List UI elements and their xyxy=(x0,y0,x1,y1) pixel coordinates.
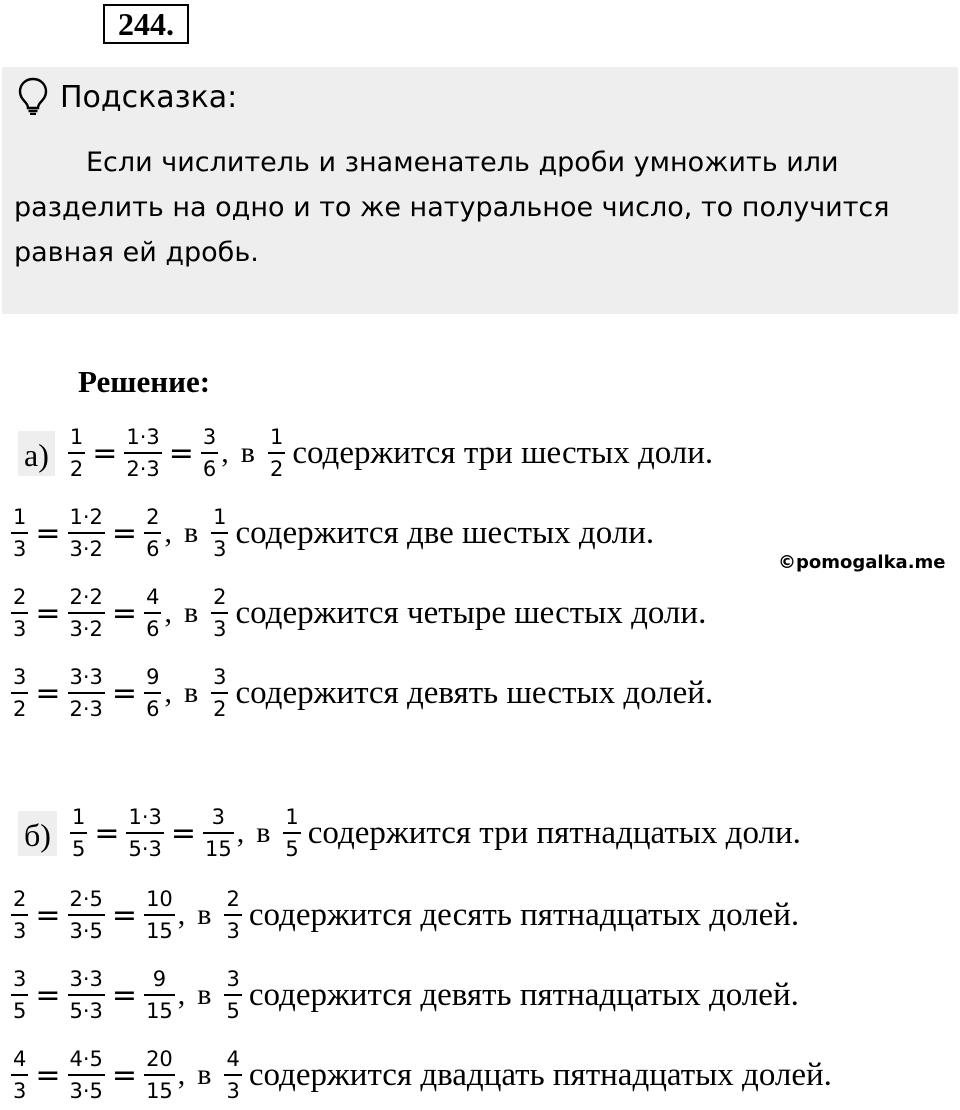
solution-row xyxy=(8,578,706,648)
fraction xyxy=(11,1046,28,1104)
fraction xyxy=(224,1046,241,1104)
fraction xyxy=(11,664,28,722)
equals-sign: = xyxy=(111,1057,138,1093)
fraction xyxy=(211,504,228,562)
fraction xyxy=(68,424,85,482)
equals-sign: = xyxy=(111,897,138,933)
preposition: в xyxy=(197,978,212,1011)
fraction xyxy=(68,584,105,642)
fraction xyxy=(211,584,228,642)
fraction xyxy=(144,966,175,1024)
denominator: 15 xyxy=(144,914,175,944)
comma: , xyxy=(236,816,245,849)
denominator: 6 xyxy=(144,612,161,642)
numerator: 1 xyxy=(213,505,227,529)
denominator: 3·2 xyxy=(68,532,105,562)
fraction xyxy=(224,886,241,944)
denominator: 3·5 xyxy=(68,1074,105,1104)
solution-row xyxy=(8,880,799,950)
equals-sign: = xyxy=(35,595,61,631)
comma: , xyxy=(177,978,186,1011)
denominator: 15 xyxy=(144,1074,175,1104)
fraction xyxy=(224,966,241,1024)
equals-sign: = xyxy=(111,515,138,551)
hint-header xyxy=(18,78,237,118)
preposition: в xyxy=(197,1058,212,1091)
denominator: 3 xyxy=(211,532,228,562)
equals-sign: = xyxy=(94,815,120,851)
fraction xyxy=(144,886,175,944)
denominator: 15 xyxy=(203,832,234,862)
preposition: в xyxy=(197,898,212,931)
denominator: 6 xyxy=(144,532,161,562)
result-phrase: содержится четыре шестых доли. xyxy=(235,594,707,631)
numerator: 9 xyxy=(152,967,167,991)
preposition: в xyxy=(183,676,199,709)
denominator: 3 xyxy=(11,612,28,642)
numerator: 3 xyxy=(13,665,27,689)
result-phrase: содержится две шестых доли. xyxy=(235,514,655,551)
fraction xyxy=(144,504,161,562)
numerator: 3 xyxy=(211,805,226,829)
fraction xyxy=(68,966,105,1024)
comma: , xyxy=(177,898,186,931)
result-phrase: содержится девять шестых долей. xyxy=(235,674,714,711)
fraction xyxy=(201,424,218,482)
equals-sign: = xyxy=(92,435,118,471)
numerator: 1 xyxy=(13,505,27,529)
fraction xyxy=(11,886,28,944)
numerator: 1 xyxy=(285,805,299,829)
equals-sign: = xyxy=(111,675,138,711)
preposition: в xyxy=(183,596,199,629)
equals-sign: = xyxy=(35,977,61,1013)
result-phrase: содержится десять пятнадцатых долей. xyxy=(248,896,800,933)
result-phrase: содержится три пятнадцатых доли. xyxy=(307,814,801,851)
equals-sign: = xyxy=(111,977,138,1013)
numerator: 2·5 xyxy=(69,887,103,911)
denominator: 15 xyxy=(144,994,175,1024)
equals-sign: = xyxy=(35,515,61,551)
denominator: 5·3 xyxy=(126,832,163,862)
fraction xyxy=(283,804,300,862)
comma: , xyxy=(164,596,172,629)
result-phrase: содержится девять пятнадцатых долей. xyxy=(248,976,799,1013)
comma: , xyxy=(164,516,172,549)
fraction xyxy=(211,664,228,722)
solution-row xyxy=(8,1040,832,1110)
hint-title: Подсказка: xyxy=(60,80,238,115)
numerator: 4 xyxy=(13,1047,27,1071)
equals-sign: = xyxy=(170,815,196,851)
fraction xyxy=(68,504,105,562)
denominator: 2 xyxy=(68,452,85,482)
denominator: 2·3 xyxy=(124,452,161,482)
numerator: 10 xyxy=(146,887,173,911)
denominator: 3 xyxy=(11,914,28,944)
denominator: 2·3 xyxy=(68,692,105,722)
part-label: б) xyxy=(18,811,57,856)
fraction xyxy=(203,804,234,862)
denominator: 3 xyxy=(224,1074,241,1104)
numerator: 2 xyxy=(13,887,27,911)
comma: , xyxy=(164,676,172,709)
numerator: 9 xyxy=(146,665,160,689)
numerator: 3·3 xyxy=(69,665,103,689)
fraction xyxy=(144,664,161,722)
preposition: в xyxy=(256,816,271,849)
denominator: 3 xyxy=(211,612,228,642)
numerator: 1 xyxy=(71,805,86,829)
denominator: 5 xyxy=(283,832,300,862)
fraction xyxy=(68,664,105,722)
denominator: 5·3 xyxy=(68,994,105,1024)
fraction xyxy=(70,804,87,862)
numerator: 1 xyxy=(69,425,84,449)
comma: , xyxy=(177,1058,186,1091)
denominator: 6 xyxy=(201,452,218,482)
comma: , xyxy=(221,436,229,469)
preposition: в xyxy=(240,436,255,469)
result-phrase: содержится двадцать пятнадцатых долей. xyxy=(248,1056,832,1093)
numerator: 1·3 xyxy=(128,805,162,829)
solution-title: Решение: xyxy=(78,364,211,399)
equals-sign: = xyxy=(168,435,194,471)
numerator: 4 xyxy=(146,585,160,609)
solution-row xyxy=(8,960,799,1030)
numerator: 1·2 xyxy=(69,505,103,529)
fraction xyxy=(68,1046,105,1104)
equals-sign: = xyxy=(35,675,61,711)
fraction xyxy=(268,424,285,482)
fraction xyxy=(144,1046,175,1104)
fraction xyxy=(11,584,28,642)
preposition: в xyxy=(183,516,199,549)
solution-row xyxy=(8,498,654,568)
numerator: 2 xyxy=(146,505,160,529)
part-label: а) xyxy=(18,431,55,476)
numerator: 2 xyxy=(213,585,227,609)
numerator: 3 xyxy=(213,665,227,689)
denominator: 3 xyxy=(11,1074,28,1104)
result-phrase: содержится три шестых доли. xyxy=(292,434,714,471)
denominator: 3·2 xyxy=(68,612,105,642)
numerator: 4 xyxy=(226,1047,240,1071)
numerator: 2·2 xyxy=(69,585,103,609)
numerator: 1·3 xyxy=(126,425,160,449)
lightbulb-icon xyxy=(18,77,48,120)
denominator: 3·5 xyxy=(68,914,105,944)
denominator: 2 xyxy=(11,692,28,722)
denominator: 3 xyxy=(224,914,241,944)
fraction xyxy=(68,886,105,944)
fraction xyxy=(11,504,28,562)
numerator: 3·3 xyxy=(69,967,103,991)
numerator: 3 xyxy=(202,425,217,449)
denominator: 5 xyxy=(224,994,241,1024)
equals-sign: = xyxy=(35,1057,61,1093)
numerator: 3 xyxy=(226,967,240,991)
watermark: ©pomogalka.me xyxy=(778,552,946,573)
numerator: 4·5 xyxy=(69,1047,103,1071)
hint-text: Если числитель и знаменатель дроби умножить или разделить на одно и то же натуральное число, то получится равная ей дробь. xyxy=(14,147,890,268)
fraction xyxy=(124,424,161,482)
equals-sign: = xyxy=(111,595,138,631)
solution-row xyxy=(18,418,713,488)
numerator: 20 xyxy=(146,1047,173,1071)
numerator: 3 xyxy=(13,967,27,991)
denominator: 5 xyxy=(70,832,87,862)
solution-row xyxy=(18,798,801,868)
task-number: 244. xyxy=(103,4,189,44)
fraction xyxy=(11,966,28,1024)
numerator: 2 xyxy=(226,887,240,911)
fraction xyxy=(144,584,161,642)
denominator: 2 xyxy=(268,452,285,482)
denominator: 6 xyxy=(144,692,161,722)
equals-sign: = xyxy=(35,897,61,933)
numerator: 2 xyxy=(13,585,27,609)
numerator: 1 xyxy=(269,425,284,449)
denominator: 5 xyxy=(11,994,28,1024)
solution-row xyxy=(8,658,713,728)
denominator: 2 xyxy=(211,692,228,722)
fraction xyxy=(126,804,163,862)
denominator: 3 xyxy=(11,532,28,562)
